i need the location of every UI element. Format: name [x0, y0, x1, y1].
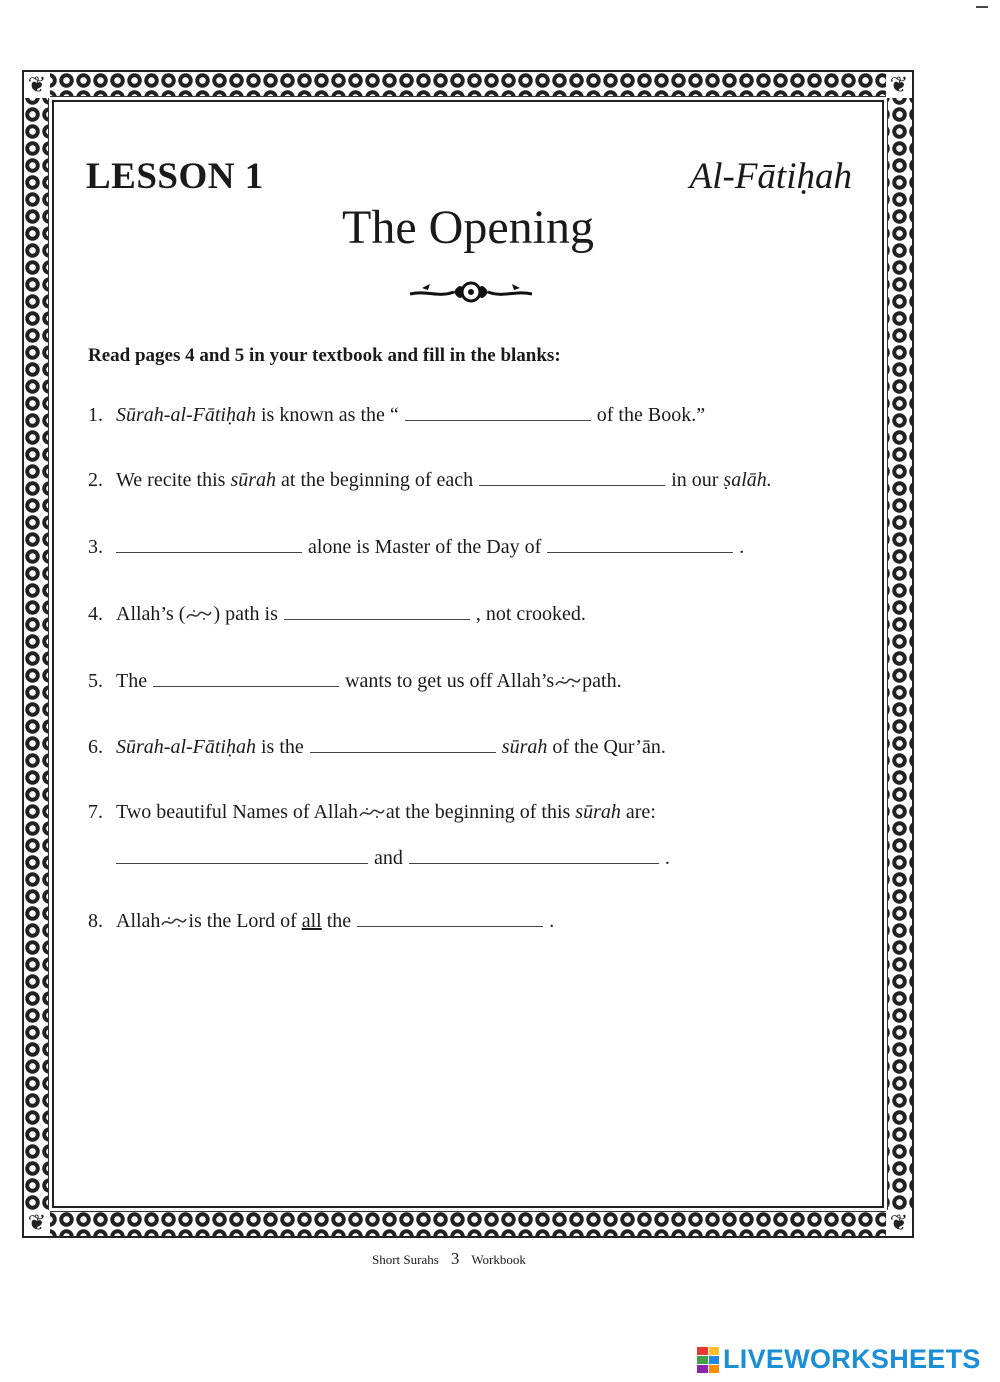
question-3: 3. alone is Master of the Day of .: [88, 536, 745, 558]
top-dash-mark: [976, 6, 988, 8]
question-6: 6. Sūrah-al-Fātiḥah is the sūrah of the Qur’ān.: [88, 736, 666, 758]
question-2: 2. We recite this sūrah at the beginning of each in our ṣalāh.: [88, 469, 772, 491]
blank-input[interactable]: [116, 845, 368, 864]
page-footer: Short Surahs 3 Workbook: [372, 1249, 526, 1268]
surah-name: Al-Fātiḥah: [689, 156, 852, 197]
page-title: The Opening: [342, 201, 594, 254]
corner-ornament-icon: ❦: [24, 72, 50, 98]
page-number: 3: [450, 1249, 460, 1268]
blank-input[interactable]: [310, 734, 496, 753]
blank-input[interactable]: [409, 845, 659, 864]
honorific-calligraphy-icon: [185, 608, 213, 622]
question-1: 1. Sūrah-al-Fātiḥah is known as the “ of the Book.”: [88, 404, 706, 426]
blank-input[interactable]: [357, 908, 543, 927]
corner-ornament-icon: ❦: [24, 1210, 50, 1236]
blank-input[interactable]: [405, 402, 591, 421]
liveworksheets-logo-icon: [697, 1347, 719, 1373]
question-7-line-2: and .: [116, 845, 670, 870]
blank-input[interactable]: [284, 601, 470, 620]
question-7: 7. Two beautiful Names of Allah at the beginning of this sūrah are:: [88, 801, 656, 823]
title-ornament-icon: [408, 280, 534, 304]
honorific-calligraphy-icon: [160, 915, 188, 929]
question-4: 4. Allah’s ( ) path is , not crooked.: [88, 603, 586, 625]
honorific-calligraphy-icon: [358, 806, 386, 820]
page-content-area: [52, 100, 884, 1208]
honorific-calligraphy-icon: [554, 675, 582, 689]
blank-input[interactable]: [153, 668, 339, 687]
question-8: 8. Allah is the Lord of all the .: [88, 910, 555, 932]
brand-name: LIVEWORKSHEETS: [723, 1344, 981, 1374]
corner-ornament-icon: ❦: [886, 1210, 912, 1236]
question-5: 5. The wants to get us off Allah’s path.: [88, 670, 622, 692]
instructions: Read pages 4 and 5 in your textbook and fill in the blanks:: [88, 345, 561, 366]
blank-input[interactable]: [116, 534, 302, 553]
lesson-label: LESSON 1: [86, 156, 264, 197]
blank-input[interactable]: [479, 467, 665, 486]
corner-ornament-icon: ❦: [886, 72, 912, 98]
liveworksheets-brand[interactable]: [697, 1344, 981, 1375]
blank-input[interactable]: [547, 534, 733, 553]
